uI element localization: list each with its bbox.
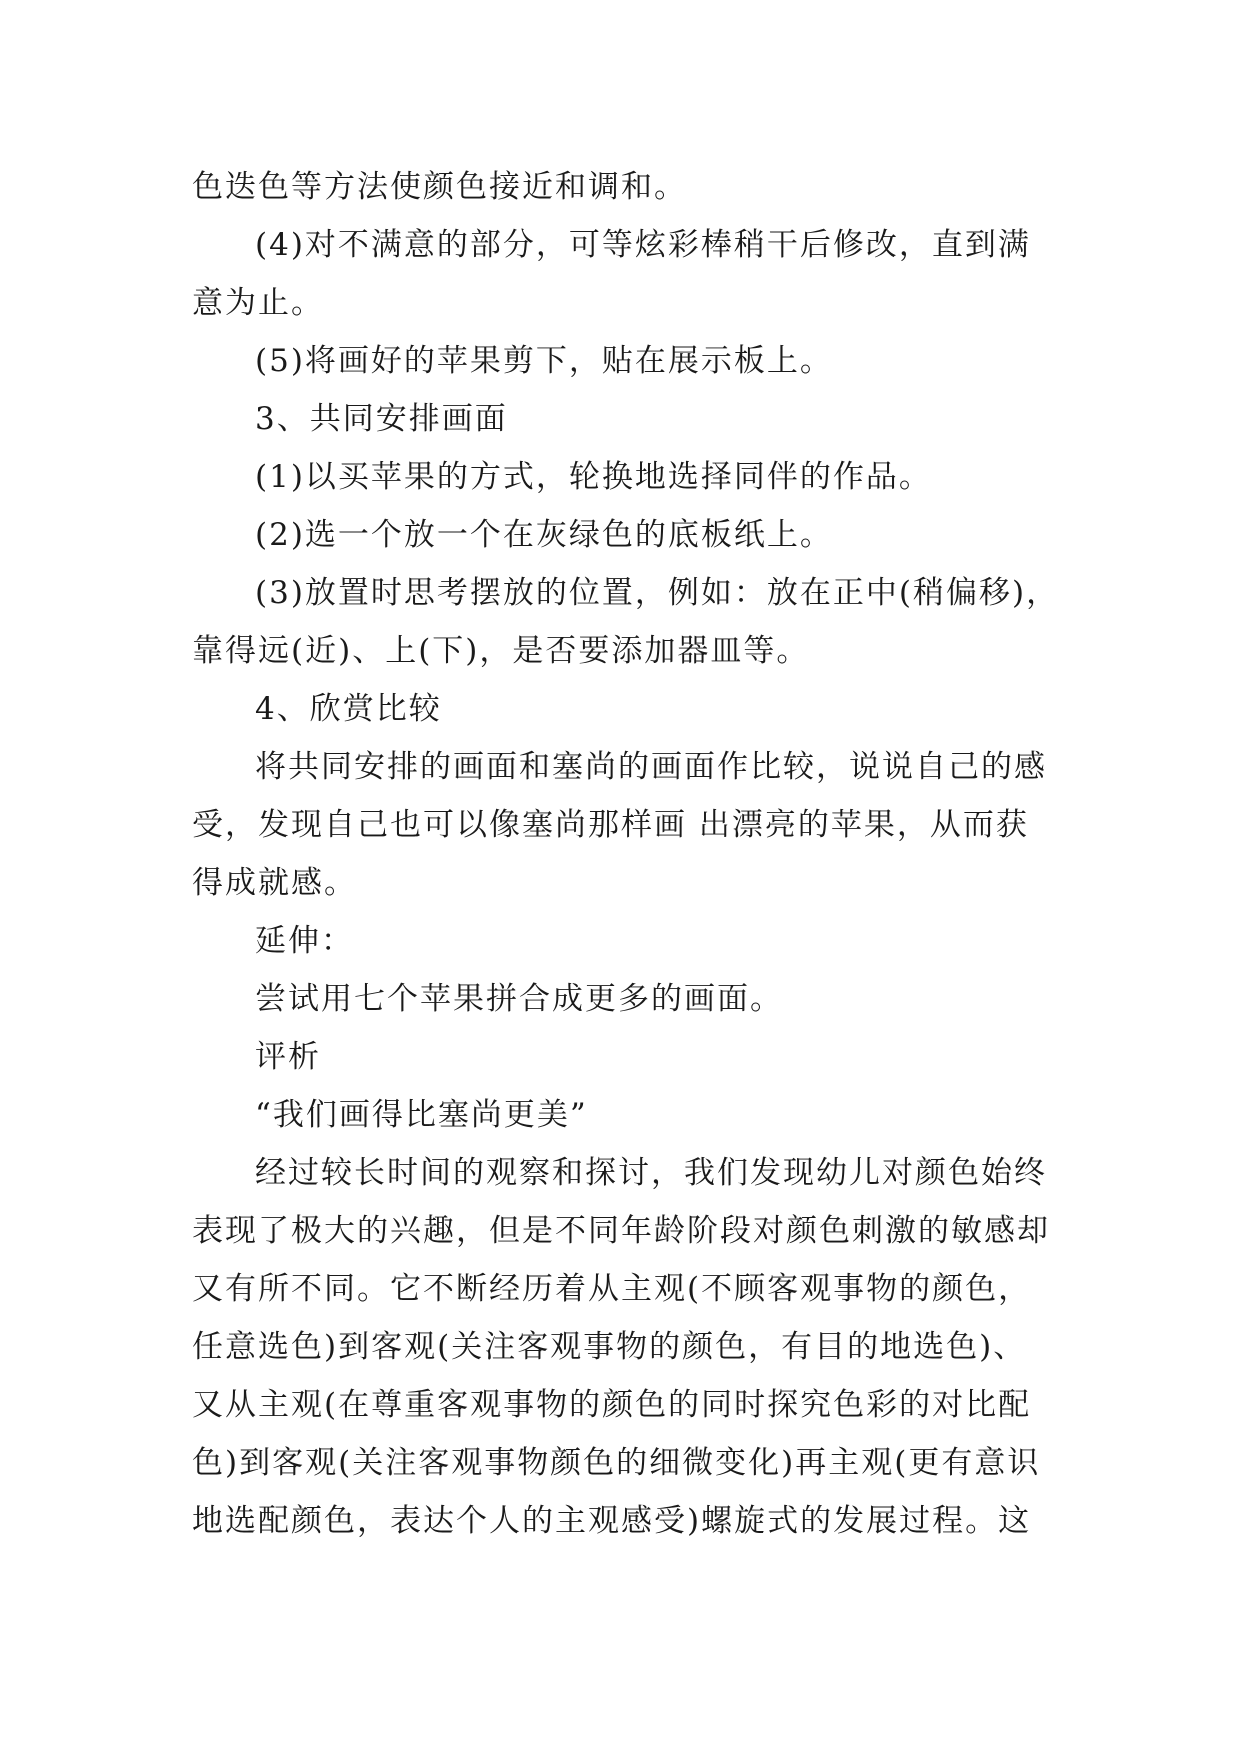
text-line: 经过较长时间的观察和探讨，我们发现幼儿对颜色始终	[255, 1155, 1047, 1191]
section-heading: 4、欣赏比较	[255, 691, 442, 727]
quote-title: “我们画得比塞尚更美”	[255, 1097, 588, 1133]
text-line: 表现了极大的兴趣，但是不同年龄阶段对颜色刺激的敏感却	[192, 1213, 1050, 1249]
section-heading: 3、共同安排画面	[255, 401, 508, 437]
text-line: (1)以买苹果的方式，轮换地选择同伴的作品。	[255, 459, 932, 495]
text-line: 受，发现自己也可以像塞尚那样画 出漂亮的苹果，从而获	[192, 807, 1029, 843]
section-heading: 延伸：	[255, 923, 354, 959]
text-line: (5)将画好的苹果剪下，贴在展示板上。	[255, 343, 833, 379]
text-line: 又有所不同。它不断经历着从主观(不顾客观事物的颜色，	[192, 1271, 1032, 1307]
text-line: 地选配颜色，表达个人的主观感受)螺旋式的发展过程。这	[192, 1503, 1032, 1539]
text-line: (3)放置时思考摆放的位置，例如：放在正中(稍偏移)，	[255, 575, 1060, 611]
text-line: 意为止。	[192, 285, 324, 321]
document-body	[192, 158, 1060, 1550]
text-line: (2)选一个放一个在灰绿色的底板纸上。	[255, 517, 833, 553]
text-line: 色迭色等方法使颜色接近和调和。	[192, 169, 687, 205]
text-line: 又从主观(在尊重客观事物的颜色的同时探究色彩的对比配	[192, 1387, 1032, 1423]
section-heading: 评析	[255, 1039, 321, 1075]
text-line: (4)对不满意的部分，可等炫彩棒稍干后修改，直到满	[255, 227, 1031, 263]
text-line: 将共同安排的画面和塞尚的画面作比较，说说自己的感	[255, 749, 1047, 785]
text-line: 尝试用七个苹果拼合成更多的画面。	[255, 981, 783, 1017]
text-line: 靠得远(近)、上(下)，是否要添加器皿等。	[192, 633, 810, 669]
text-line: 任意选色)到客观(关注客观事物的颜色，有目的地选色)、	[192, 1329, 1027, 1365]
text-line: 色)到客观(关注客观事物颜色的细微变化)再主观(更有意识	[192, 1445, 1041, 1481]
text-line: 得成就感。	[192, 865, 357, 901]
